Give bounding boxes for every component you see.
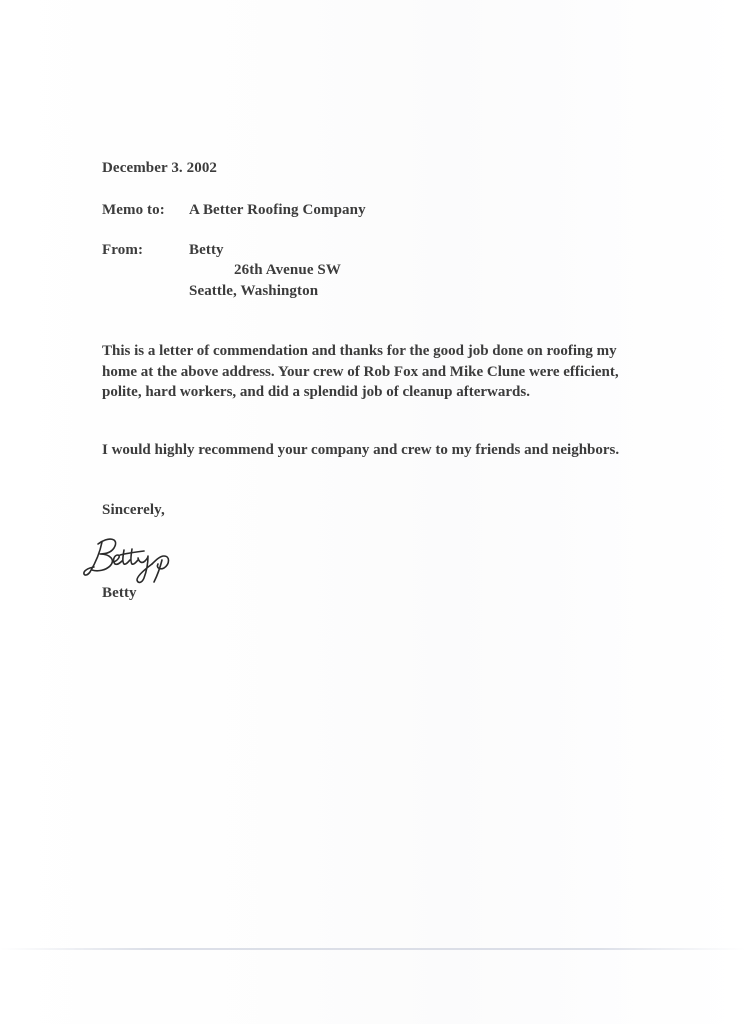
letter-date: December 3. 2002: [102, 160, 218, 176]
memo-label: Memo to:: [102, 202, 165, 218]
from-name: Betty: [189, 242, 224, 258]
from-street: 26th Avenue SW: [234, 262, 341, 278]
closing: Sincerely,: [102, 502, 165, 518]
from-label: From:: [102, 242, 144, 258]
signer-name: Betty: [102, 585, 137, 601]
body-paragraph-2: I would highly recommend your company and crew to my friends and neighbors.: [102, 442, 620, 458]
from-city: Seattle, Washington: [189, 283, 319, 299]
body-paragraph-1: This is a letter of commendation and thanks for the good job done on roofing my home at the above address. Your crew of Rob Fox and Mike Clune were efficient, polite, hard workers, and did a splendid job of cleanup afterwards.: [102, 343, 619, 400]
handwritten-signature: [80, 530, 190, 588]
scan-artifact-line: [0, 948, 745, 950]
memo-recipient: A Better Roofing Company: [189, 202, 366, 218]
